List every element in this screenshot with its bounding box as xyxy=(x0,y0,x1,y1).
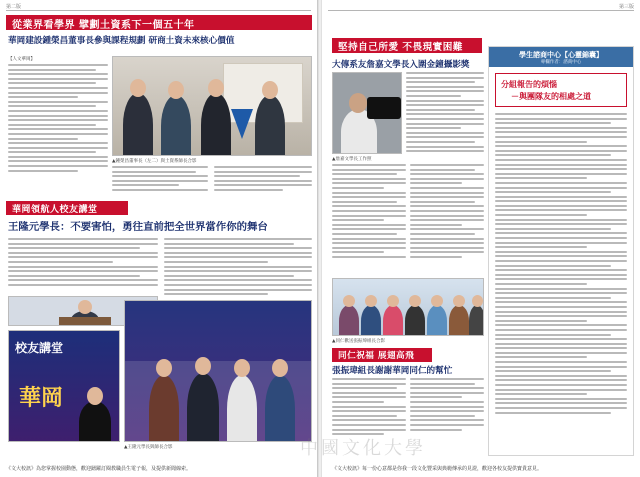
right-article-1-text-col1 xyxy=(406,72,484,164)
photo-group-suits xyxy=(112,56,312,156)
sidebar-title-line2: －與團隊友的相處之道 xyxy=(511,91,591,101)
photo-colleagues-group xyxy=(332,278,484,336)
caption-photo-2: ▲王隆元學長與師長合影 xyxy=(124,445,173,450)
right-headline-2: 張振瑋組長謝謝華岡同仁的幫忙 xyxy=(332,366,453,376)
caption-photo-3: ▲詹嘉文學長工作照 xyxy=(332,157,372,162)
caption-photo-1: ▲鍾榮昌董事長（左二）與土資系師長合影 xyxy=(112,159,197,164)
right-top-rule xyxy=(328,10,634,11)
poster-alumni-lecture xyxy=(8,330,120,442)
left-banner-2: 華岡領航人校友講堂 xyxy=(6,201,128,215)
sidebar-article-text xyxy=(495,113,627,453)
right-page-number: 第三版 xyxy=(618,4,634,10)
counseling-sidebar xyxy=(488,46,634,456)
left-headline-1: 華岡建設鍾榮昌董事長參與課程規劃 研商土資未來核心價值 xyxy=(8,36,235,46)
photo-group-poster xyxy=(124,300,312,442)
right-footer: 《文大校訊》每一份心意都是你我一段文化豐采與典範傳承的見證，歡迎各校友提供寶貴意見。 xyxy=(332,466,543,472)
left-article-1-text-col3 xyxy=(214,166,312,198)
right-headline-1: 大傳系友詹嘉文學長入圍金鐘攝影獎 xyxy=(332,60,470,70)
left-article-2-text-col2 xyxy=(164,238,312,306)
left-article-1-text xyxy=(8,56,108,196)
right-banner-1: 堅持自己所愛 不畏現實困難 xyxy=(332,38,482,53)
left-page-number: 第二版 xyxy=(6,4,22,10)
library-watermark: 中國文化大學 xyxy=(300,438,426,459)
right-article-1-text-col2 xyxy=(332,164,406,274)
sidebar-subheader: 專欄作者：諮商中心 xyxy=(540,60,582,65)
sidebar-title-line1: 分組報告的煩惱 xyxy=(501,79,557,89)
sidebar-article-title xyxy=(495,73,627,107)
caption-photo-4: ▲同仁歡送張振瑋組長合影 xyxy=(332,339,385,344)
left-article-1-text-col2 xyxy=(112,166,208,198)
left-top-rule xyxy=(6,10,311,11)
left-page xyxy=(0,0,318,477)
photo-camera-operator xyxy=(332,72,402,154)
left-banner-1: 從業界看學界 擘劃土資系下一個五十年 xyxy=(6,15,312,30)
sidebar-header: 學生諮商中心【心靈錦囊】 xyxy=(489,47,633,67)
left-footer: 《文大校訊》為您掌握校園動態，歡迎踴躍訂閱教職員生電子報，及提供新聞線索。 xyxy=(6,466,192,472)
right-banner-2: 同仁祝福 展翅高飛 xyxy=(332,348,432,362)
right-article-1-text-col3 xyxy=(410,164,484,274)
poster-title: 校友講堂 xyxy=(15,341,64,355)
left-article-2-text xyxy=(8,238,158,294)
poster-brand: 華岡 xyxy=(19,385,64,411)
byline: 【人文華岡】 xyxy=(8,57,35,62)
left-headline-2: 王隆元學長：不要害怕，勇往直前把全世界當作你的舞台 xyxy=(8,221,268,233)
